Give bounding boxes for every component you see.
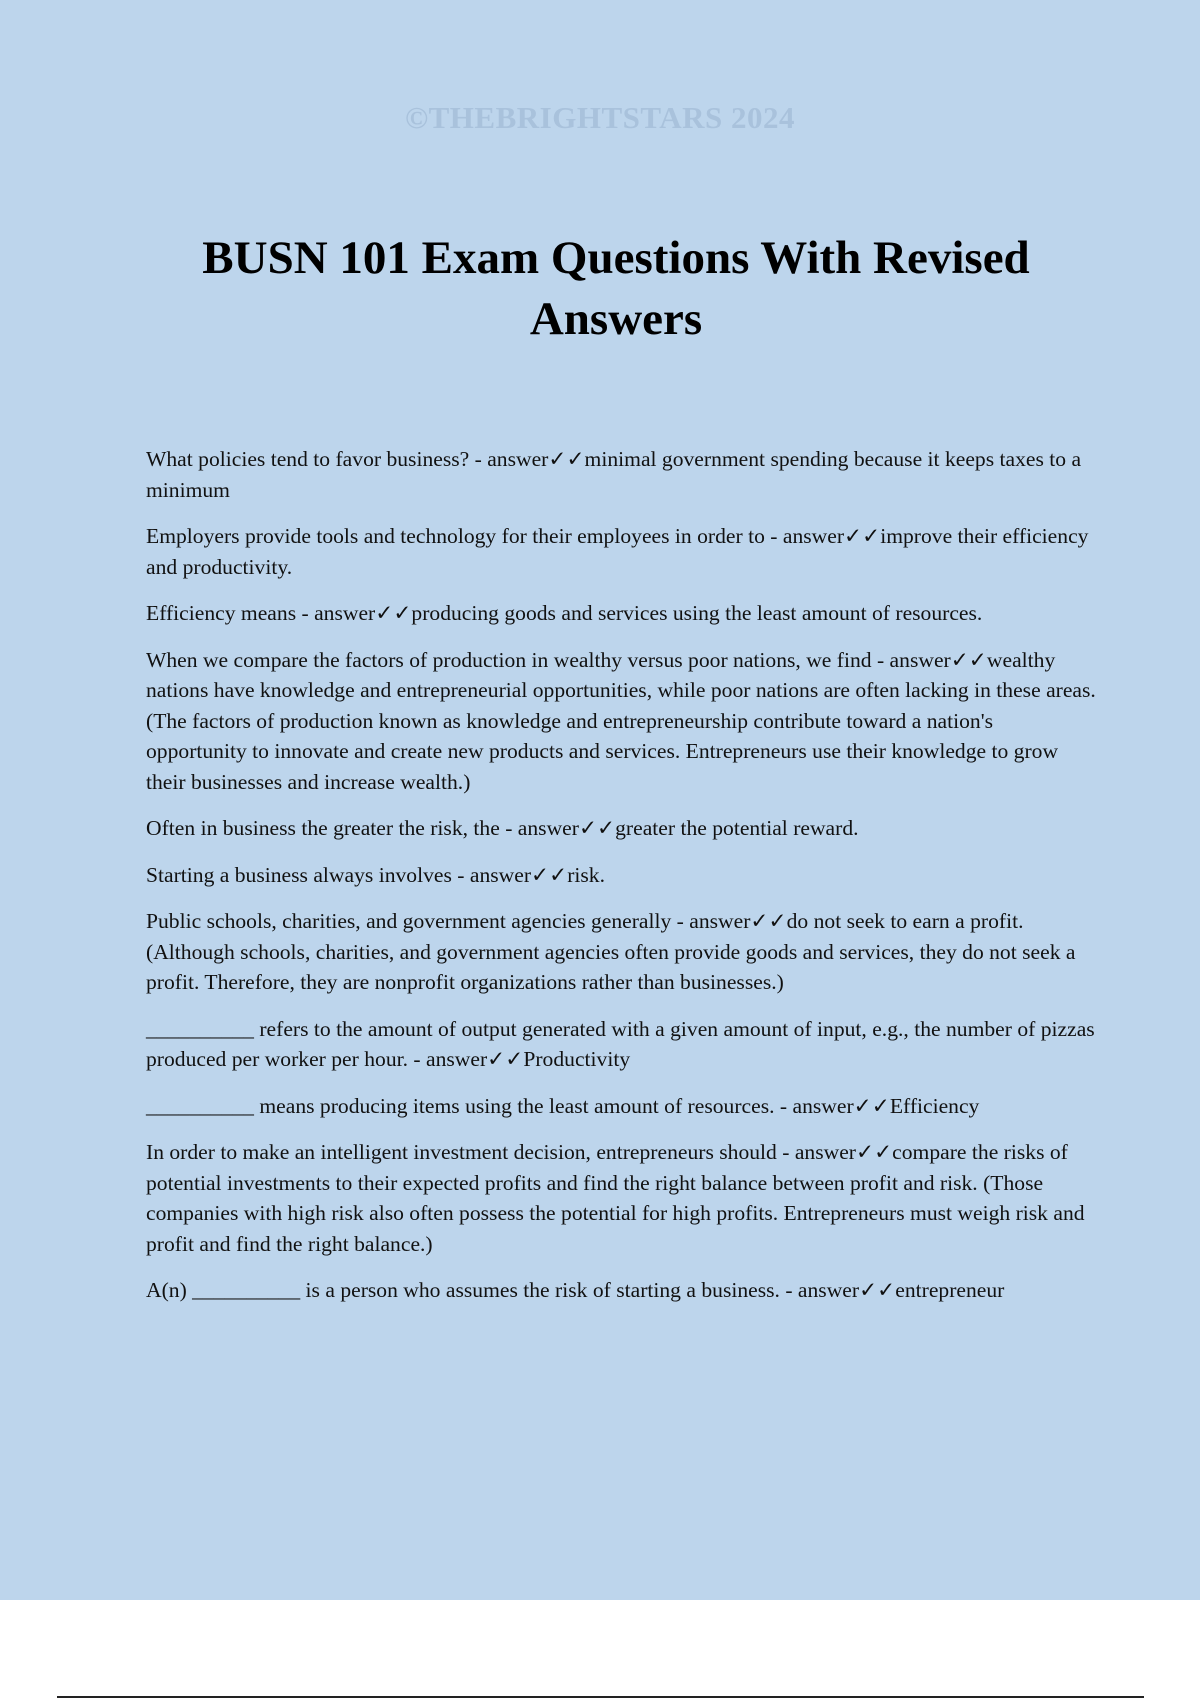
qa-item: What policies tend to favor business? - answer✓✓minimal government spending because it keeps taxes to a minimum xyxy=(146,447,1082,502)
qa-item: Public schools, charities, and government agencies generally - answer✓✓do not seek to earn a profit. (Although schools, charities, and government agencies often provide goods and services, they do not seek a profit. Therefore, they are nonprofit organizations rather than businesses.) xyxy=(146,909,1076,994)
qa-item: A(n) __________ is a person who assumes the risk of starting a business. - answer✓✓entrepreneur xyxy=(146,1278,1005,1302)
qa-item: When we compare the factors of production in wealthy versus poor nations, we find - answer✓✓wealthy nations have knowledge and entrepreneurial opportunities, while poor nations are often lacking in these areas. (The factors of production known as knowledge and entrepreneurship contribute toward a nation's opportunity to innovate and create new products and services. Entrepreneurs use their knowledge to grow their businesses and increase wealth.) xyxy=(146,647,1096,794)
question-answer-list xyxy=(146,444,1096,1322)
qa-item: Employers provide tools and technology for their employees in order to - answer✓✓improve their efficiency and productivity. xyxy=(146,524,1089,579)
qa-item: Starting a business always involves - answer✓✓risk. xyxy=(146,862,605,887)
qa-item: Often in business the greater the risk, the - answer✓✓greater the potential reward. xyxy=(146,816,859,840)
footer-divider xyxy=(57,1696,1144,1698)
qa-item: __________ means producing items using the least amount of resources. - answer✓✓Efficiency xyxy=(146,1093,980,1118)
qa-item: __________ refers to the amount of output generated with a given amount of input, e.g., the number of pizzas produced per worker per hour. - answer✓✓Productivity xyxy=(146,1016,1095,1071)
watermark: ©THEBRIGHTSTARS 2024 xyxy=(404,100,796,135)
qa-item: Efficiency means - answer✓✓producing goods and services using the least amount of resources. xyxy=(146,601,983,625)
qa-item: In order to make an intelligent investment decision, entrepreneurs should - answer✓✓compare the risks of potential investments to their expected profits and find the right balance between profit and risk. (Those companies with high risk also often possess the potential for high profits. Entrepreneurs must weigh risk and profit and find the right balance.) xyxy=(146,1140,1085,1256)
document-title: BUSN 101 Exam Questions With Revised Answers xyxy=(202,232,1030,345)
